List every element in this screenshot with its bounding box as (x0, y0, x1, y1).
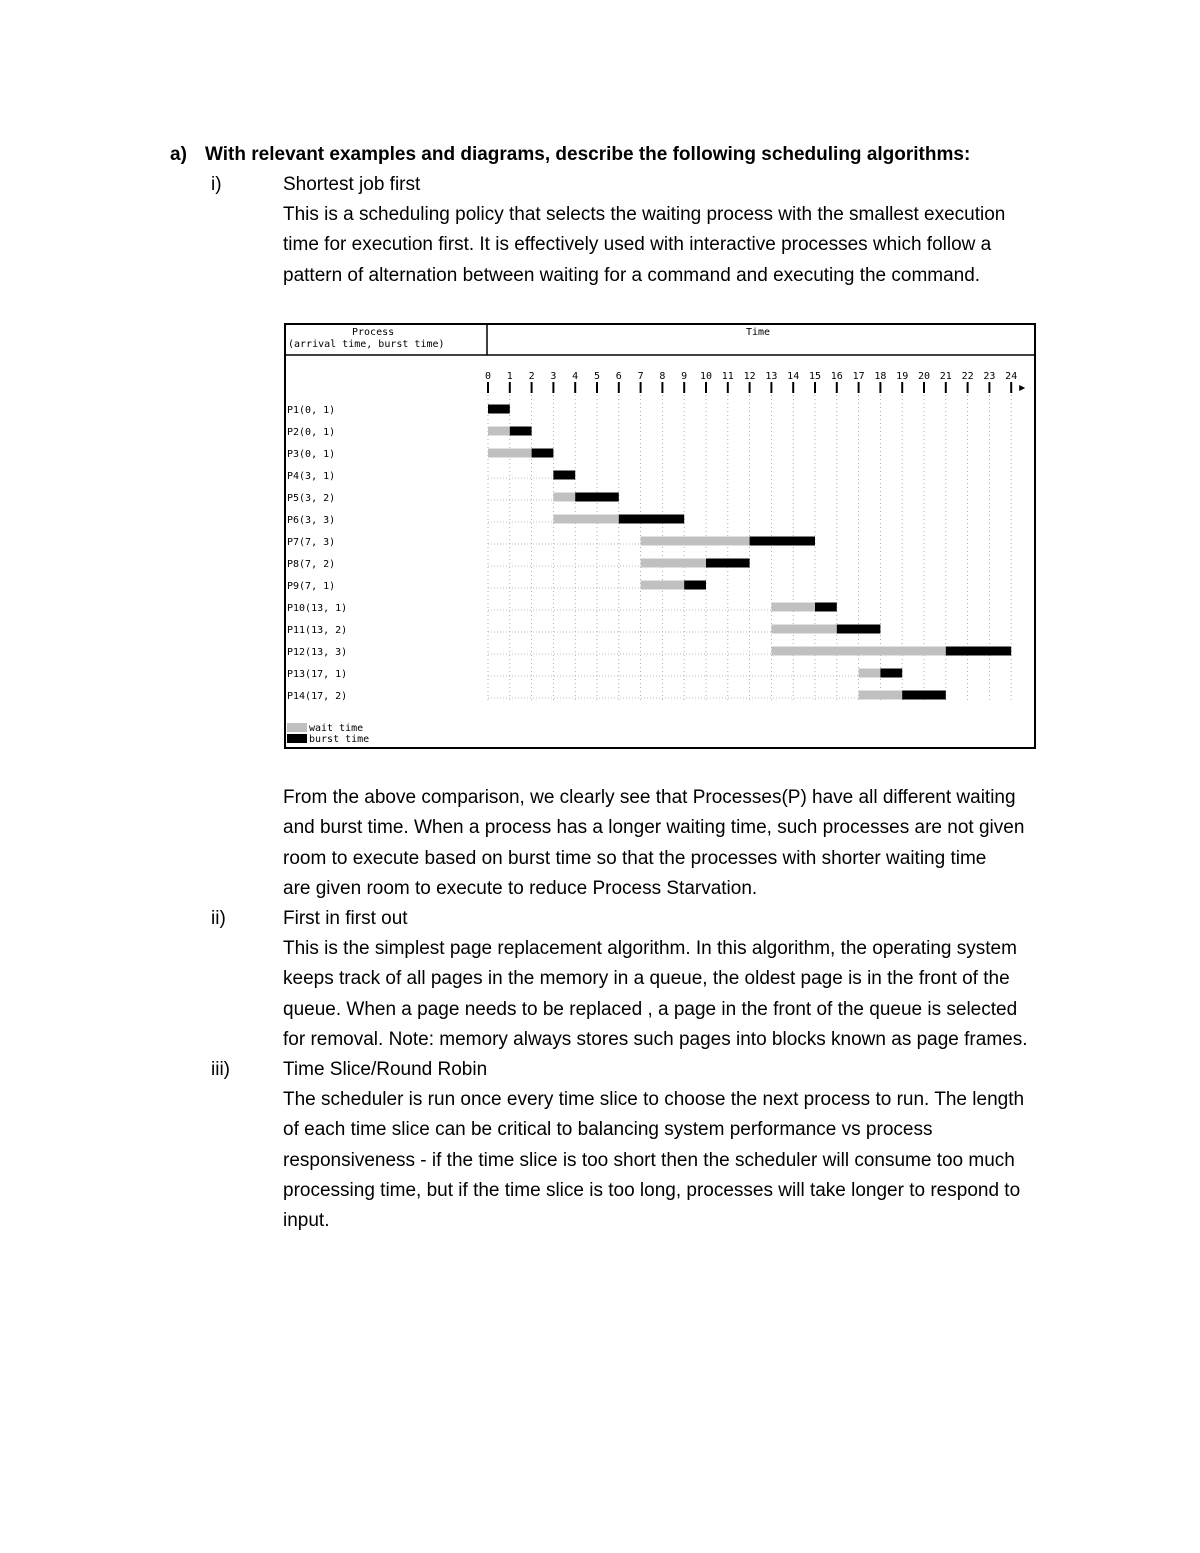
section-ii-marker: ii) (211, 908, 226, 929)
process-label: P8(7, 2) (287, 559, 336, 570)
time-header: Time (746, 327, 771, 338)
chart-border (285, 324, 1035, 748)
paragraph-line: From the above comparison, we clearly see that Processes(P) have all different waiting (283, 787, 1016, 808)
time-tick-label: 5 (593, 371, 601, 382)
burst-bar (684, 581, 706, 590)
time-tick-label: 14 (787, 371, 800, 382)
time-tick-label: 4 (572, 371, 579, 382)
time-tick-label: 19 (896, 371, 909, 382)
process-label: P11(13, 2) (287, 625, 348, 636)
wait-bar (553, 493, 575, 502)
burst-bar (815, 603, 837, 612)
question-marker: a) (170, 144, 187, 165)
legend-swatch (287, 734, 307, 743)
wait-bar (771, 603, 815, 612)
section-iii-title: Time Slice/Round Robin (283, 1059, 488, 1080)
time-tick-label: 11 (721, 371, 734, 382)
section-ii-title: First in first out (283, 908, 408, 929)
time-tick-label: 15 (808, 371, 822, 382)
burst-bar (837, 625, 881, 634)
burst-bar (706, 559, 750, 568)
burst-bar (575, 493, 619, 502)
paragraph-line: The scheduler is run once every time slice to choose the next process to run. The length (283, 1089, 1025, 1110)
process-label: P1(0, 1) (287, 405, 336, 416)
process-label: P6(3, 3) (287, 515, 336, 526)
process-label: P5(3, 2) (287, 493, 336, 504)
burst-bar (532, 449, 554, 458)
time-tick-label: 21 (939, 371, 952, 382)
legend-label: burst time (309, 734, 370, 745)
wait-bar (553, 515, 618, 524)
wait-bar (488, 449, 532, 458)
process-label: P4(3, 1) (287, 471, 336, 482)
time-tick-label: 24 (1005, 371, 1018, 382)
paragraph-line: processing time, but if the time slice is too long, processes will take longer to respond to (283, 1179, 1021, 1201)
wait-bar (771, 625, 836, 634)
section-i-title: Shortest job first (283, 174, 421, 195)
wait-bar (771, 647, 945, 656)
time-tick-label: 10 (699, 371, 713, 382)
process-label: P7(7, 3) (287, 537, 336, 548)
wait-bar (641, 581, 685, 590)
section-iii-paragraph (283, 1085, 1024, 1236)
time-tick-label: 17 (852, 371, 865, 382)
process-subheader: (arrival time, burst time) (288, 339, 445, 350)
time-tick-label: 12 (743, 371, 756, 382)
wait-bar (641, 537, 750, 546)
paragraph-line: of each time slice can be critical to balancing system performance vs process (283, 1119, 933, 1141)
time-tick-label: 20 (917, 371, 931, 382)
paragraph-line: input. (283, 1210, 330, 1232)
burst-bar (750, 537, 815, 546)
section-i-paragraph (283, 200, 1005, 291)
time-tick-label: 9 (681, 371, 688, 382)
process-label: P9(7, 1) (287, 581, 336, 592)
process-label: P3(0, 1) (287, 449, 336, 460)
time-tick-label: 6 (615, 371, 622, 382)
time-tick-label: 0 (484, 371, 492, 382)
question-text: With relevant examples and diagrams, describe the following scheduling algorithms: (205, 144, 971, 165)
process-header: Process (352, 327, 395, 338)
process-label: P2(0, 1) (287, 427, 336, 438)
time-tick-label: 13 (765, 371, 778, 382)
comparison-paragraph (283, 783, 1024, 904)
section-iii-marker: iii) (211, 1059, 230, 1080)
burst-bar (902, 691, 946, 700)
legend-label: wait time (309, 723, 364, 734)
paragraph-line: queue. When a page needs to be replaced , a page in the front of the queue is selected (283, 998, 1018, 1020)
process-label: P14(17, 2) (287, 691, 348, 702)
burst-bar (488, 405, 510, 414)
burst-bar (619, 515, 684, 524)
time-tick-label: 7 (637, 371, 644, 382)
time-tick-label: 1 (506, 371, 513, 382)
paragraph-line: for removal. Note: memory always stores such pages into blocks known as page frames. (283, 1028, 1028, 1050)
section-ii-paragraph (283, 934, 1028, 1055)
process-label: P10(13, 1) (287, 603, 348, 614)
wait-bar (859, 691, 903, 700)
burst-bar (510, 427, 532, 436)
wait-bar (641, 559, 706, 568)
paragraph-line: are given room to execute to reduce Process Starvation. (283, 877, 758, 899)
burst-bar (946, 647, 1011, 656)
time-tick-label: 3 (550, 371, 557, 382)
paragraph-line: This is the simplest page replacement algorithm. In this algorithm, the operating system (283, 938, 1017, 959)
sjf-gantt-chart (284, 323, 1036, 749)
burst-bar (553, 471, 575, 480)
paragraph-line: pattern of alternation between waiting for a command and executing the command. (283, 264, 981, 286)
time-tick-label: 16 (830, 371, 843, 382)
process-label: P12(13, 3) (287, 647, 348, 658)
paragraph-line: room to execute based on burst time so that the processes with shorter waiting time (283, 847, 987, 869)
paragraph-line: keeps track of all pages in the memory in a queue, the oldest page is in the front of the (283, 968, 1010, 990)
time-tick-label: 8 (659, 371, 666, 382)
burst-bar (880, 669, 902, 678)
paragraph-line: time for execution first. It is effectively used with interactive processes which follow a (283, 234, 992, 256)
section-i-marker: i) (211, 174, 222, 195)
wait-bar (859, 669, 881, 678)
paragraph-line: and burst time. When a process has a longer waiting time, such processes are not given (283, 817, 1025, 839)
process-label: P13(17, 1) (287, 669, 348, 680)
legend-swatch (287, 723, 307, 732)
paragraph-line: This is a scheduling policy that selects the waiting process with the smallest execution (283, 204, 1006, 225)
time-tick-label: 2 (528, 371, 535, 382)
wait-bar (488, 427, 510, 436)
time-tick-label: 22 (961, 371, 974, 382)
time-tick-label: 23 (983, 371, 996, 382)
time-tick-label: 18 (874, 371, 887, 382)
paragraph-line: responsiveness - if the time slice is too short then the scheduler will consume too much (283, 1149, 1015, 1171)
